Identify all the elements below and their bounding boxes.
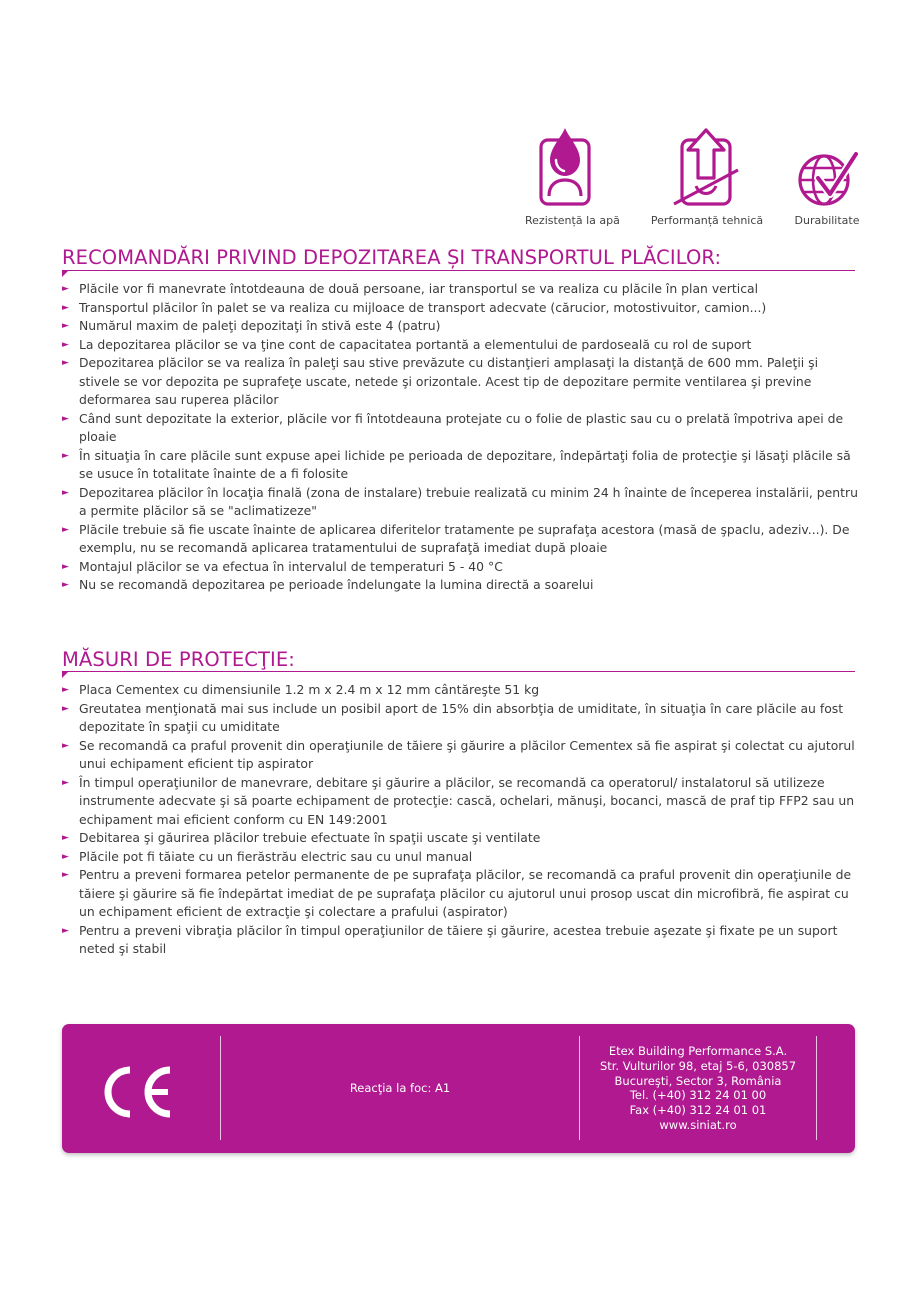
bullet-arrow-icon: ►: [62, 321, 69, 331]
storage-title-rule: [62, 270, 855, 271]
footer-divider: [220, 1036, 221, 1140]
bullet-arrow-icon: ►: [62, 302, 69, 313]
storage-title-rule-corner: [62, 271, 68, 277]
footer-divider: [816, 1036, 817, 1140]
list-item: ► Plăcile vor fi manevrate întotdeauna de două persoane, iar transportul se va realiza cu plăcile în plan vertical: [62, 280, 862, 299]
list-item: ► Depozitarea plăcilor se va realiza în paleţi sau stive prevăzute cu distanţieri amplasaţi la distanţă de 600 mm. Paleţii şi stivele se vor depozita pe suprafeţe uscate, netede şi orizontale. Acest tip de depozitare permite ventilarea şi previne deformarea sau ruperea plăcilor: [62, 355, 819, 407]
water-drop-icon: [538, 126, 592, 206]
feature-technical-performance: [646, 126, 768, 227]
globe-check-icon: [796, 126, 858, 206]
bullet-arrow-icon: ►: [62, 777, 69, 788]
list-item: ► Se recomandă ca praful provenit din operaţiunile de tăiere şi găurire a plăcilor Cementex să fie aspirat şi colectat cu ajutorul unui echipament eficient tip aspirator: [62, 737, 855, 771]
bullet-arrow-icon: ►: [62, 833, 69, 843]
protection-section-title: MĂSURI DE PROTECŢIE:: [62, 648, 295, 671]
performance-arrow-icon: [672, 126, 742, 206]
list-item: ► Transportul plăcilor în palet se va realiza cu mijloace de transport adecvate (cărucior, motostivuitor, camion...): [62, 299, 862, 318]
icon-label-durability: Durabilitate: [794, 214, 860, 227]
list-item: ► Plăcile trebuie să fie uscate înainte de aplicarea diferitelor tratamente pe suprafaţa acestora (masă de şpaclu, adeziv...). De exemplu, nu se recomandă aplicarea tratamentului de suprafaţă imediat după ploaie: [62, 521, 850, 555]
list-item: ► Numărul maxim de paleţi depozitaţi în stivă este 4 (patru): [62, 317, 862, 336]
icon-label-water: Rezistență la apă: [525, 214, 620, 227]
list-item: ► Pentru a preveni formarea petelor permanente de pe suprafaţa plăcilor, se recomandă ca praful provenit din operaţiunile de tăiere şi găurire să fie îndepărtat imediat de pe suprafaţa plăcilor cu ajutorul unui prosop uscat din microfibră, fie aspirat cu un echipament eficient de extracţie şi colectare a prafului (aspirator): [62, 867, 852, 919]
storage-section-title: RECOMANDĂRI PRIVIND DEPOZITAREA ȘI TRANSPORTUL PLĂCILOR:: [62, 246, 722, 269]
list-item: ► În situaţia în care plăcile sunt expuse apei lichide pe perioada de depozitare, îndepărtaţi folia de protecţie şi lăsaţi plăcile să se usuce în totalitate înainte de a fi folosite: [62, 447, 851, 481]
bullet-arrow-icon: ►: [62, 870, 69, 880]
bullet-arrow-icon: ►: [62, 685, 69, 695]
company-fax: Fax (+40) 312 24 01 01: [629, 1103, 767, 1118]
bullet-arrow-icon: ►: [62, 851, 69, 862]
bullet-arrow-icon: ►: [62, 925, 69, 936]
bullet-arrow-icon: ►: [62, 284, 69, 294]
icon-label-performance: Performanță tehnică: [650, 214, 764, 227]
list-item: ► În timpul operaţiunilor de manevrare, debitare şi găurire a plăcilor, se recomandă ca operatorul/ instalatorul să utilizeze instrumente adecvate şi să poarte echipament de protecţie: cască, ochelari, mănuşi, bocanci, mască de praf tip FFP2 sau un echipament mai eficient conform cu EN 149:2001: [62, 774, 855, 827]
fire-reaction-label: Reacţia la foc: A1: [349, 1081, 451, 1095]
bullet-arrow-icon: ►: [62, 561, 69, 572]
company-website[interactable]: www.siniat.ro: [659, 1117, 737, 1132]
storage-list: [62, 280, 862, 595]
bullet-arrow-icon: ►: [62, 358, 69, 368]
bullet-arrow-icon: ►: [62, 339, 69, 350]
list-item: ► Plăcile pot fi tăiate cu un fierăstrău electric sau cu unul manual: [62, 848, 862, 867]
list-item: ► Când sunt depozitate la exterior, plăcile vor fi întotdeauna protejate cu o folie de plastic sau cu o prelată împotriva apei de ploaie: [62, 410, 844, 444]
feature-icons: [520, 126, 865, 232]
list-item: ► Nu se recomandă depozitarea pe perioade îndelungate la lumina directă a soarelui: [62, 576, 862, 595]
bullet-arrow-icon: ►: [62, 524, 69, 535]
bullet-arrow-icon: ►: [62, 487, 69, 498]
ce-mark-icon: [96, 1064, 176, 1120]
list-item: ► La depozitarea plăcilor se va ţine cont de capacitatea portantă a elementului de pardoseală cu rol de suport: [62, 336, 862, 355]
bullet-arrow-icon: ►: [62, 413, 69, 424]
list-item: ► Greutatea menţionată mai sus include un posibil aport de 15% din absorbţia de umiditate, în situaţia în care plăcile au fost depozitate în spaţii cu umiditate: [62, 700, 844, 734]
company-city: Bucureşti, Sector 3, România: [614, 1073, 782, 1088]
list-item: ► Placa Cementex cu dimensiunile 1.2 m x 2.4 m x 12 mm cântăreşte 51 kg: [62, 681, 862, 700]
protection-list: [62, 681, 862, 959]
footer-panel: [62, 1024, 855, 1153]
list-item: ► Debitarea şi găurirea plăcilor trebuie efectuate în spaţii uscate şi ventilate: [62, 829, 862, 848]
company-name: Etex Building Performance S.A.: [608, 1044, 788, 1058]
company-info: [580, 1044, 816, 1133]
bullet-arrow-icon: ►: [62, 703, 69, 714]
feature-durability: [788, 126, 866, 227]
protection-title-rule-corner: [62, 672, 68, 678]
bullet-arrow-icon: ►: [62, 580, 69, 590]
list-item: ► Pentru a preveni vibraţia plăcilor în timpul operaţiunilor de tăiere şi găurire, acestea trebuie aşezate şi fixate pe un suport neted şi stabil: [62, 922, 838, 956]
list-item: ► Montajul plăcilor se va efectua în intervalul de temperaturi 5 - 40 °C: [62, 558, 862, 577]
company-phone: Tel. (+40) 312 24 01 00: [629, 1088, 767, 1103]
feature-water-resistance: [525, 126, 620, 227]
protection-title-rule: [62, 671, 855, 672]
company-address: Str. Vulturilor 98, etaj 5-6, 030857: [599, 1058, 797, 1073]
bullet-arrow-icon: ►: [62, 450, 69, 461]
list-item: ► Depozitarea plăcilor în locaţia finală (zona de instalare) trebuie realizată cu minim 24 h înainte de începerea instalării, pentru a permite plăcilor să se "aclimatizeze": [62, 484, 858, 518]
bullet-arrow-icon: ►: [62, 740, 69, 751]
